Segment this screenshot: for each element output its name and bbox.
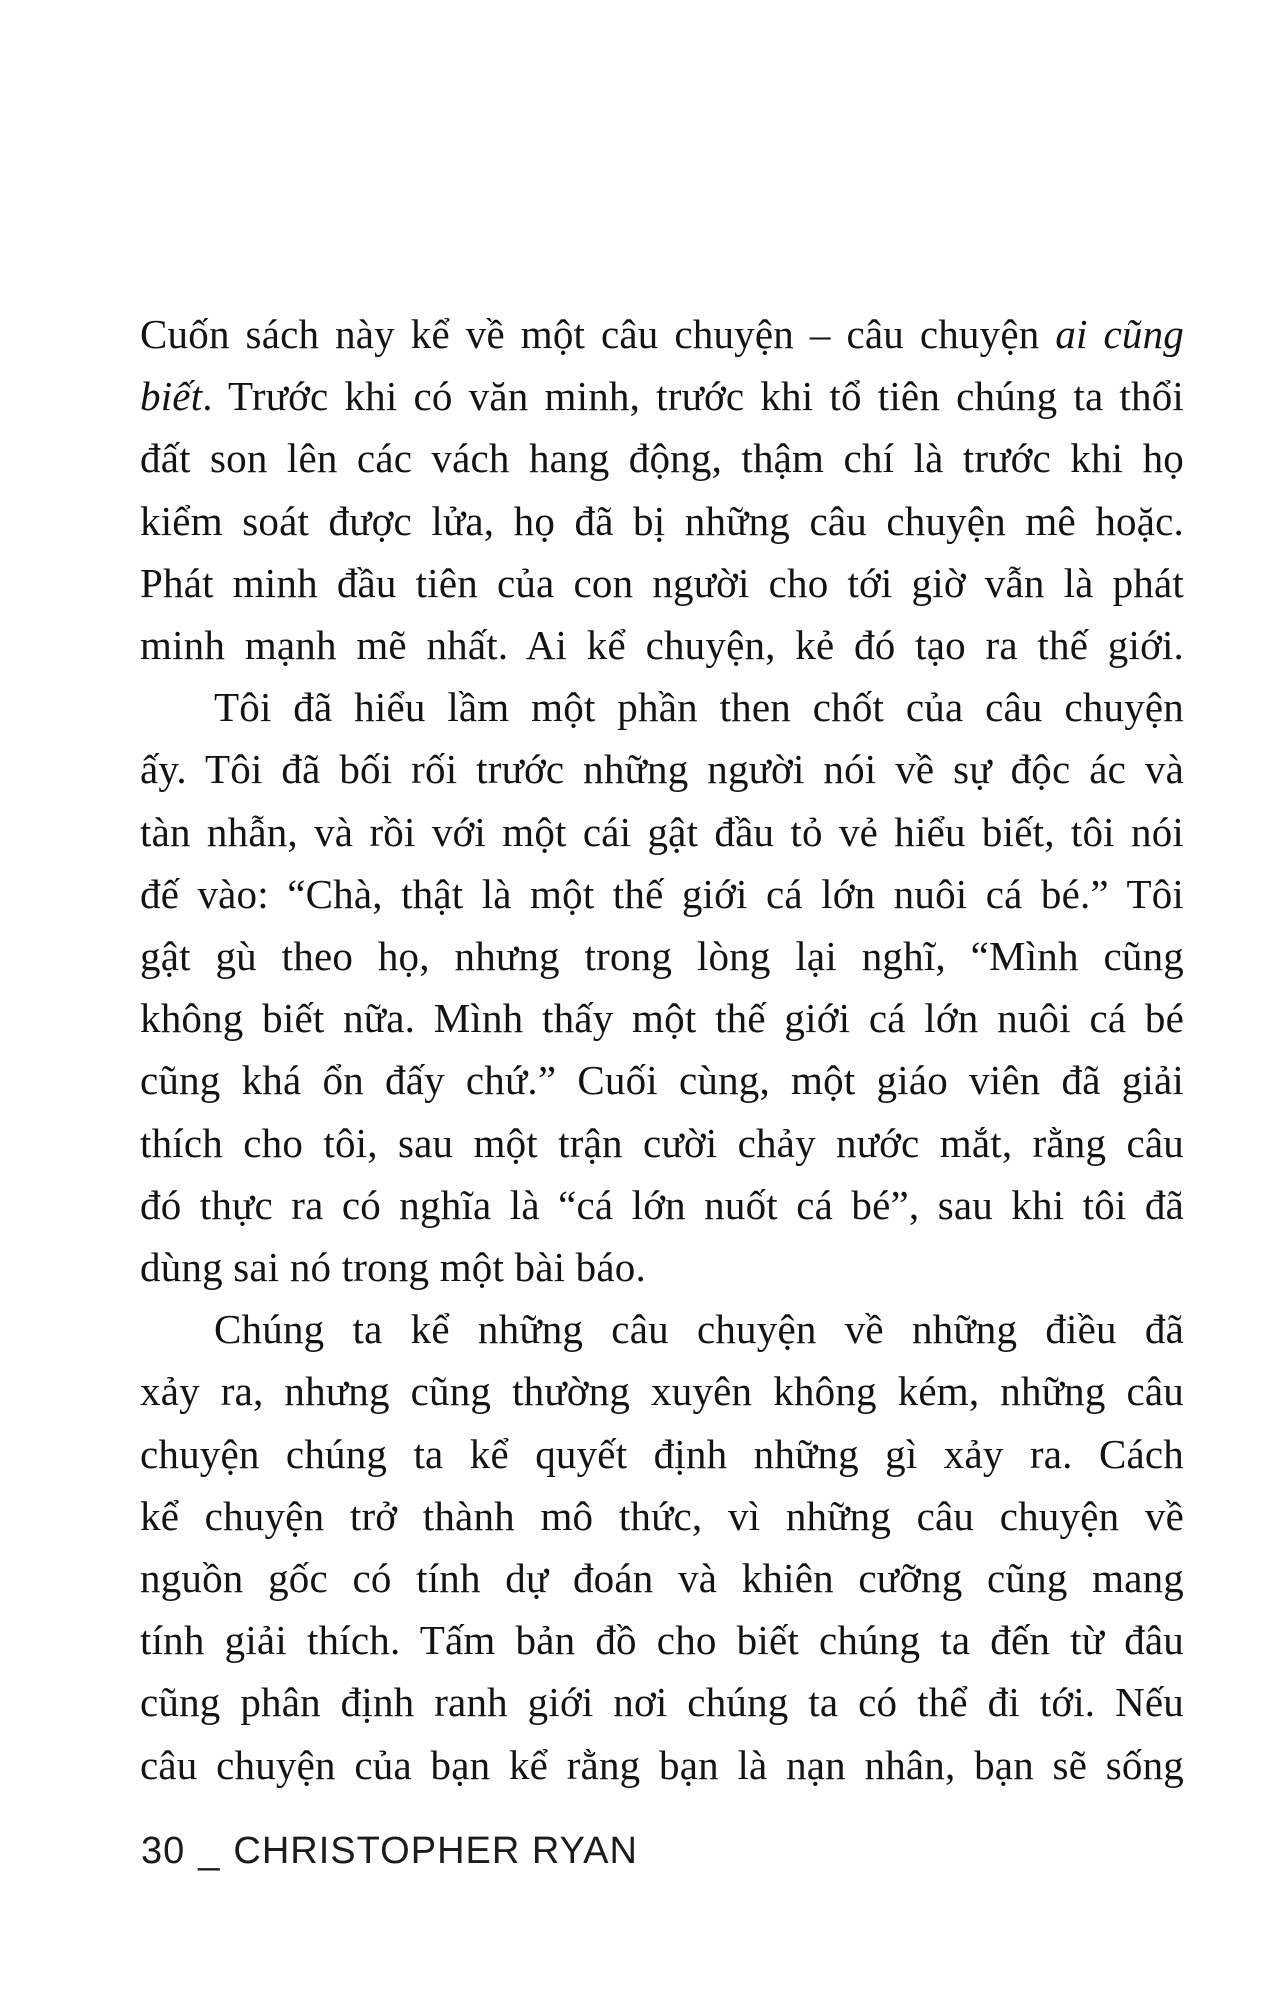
line-text-italic: ai cũng xyxy=(1055,311,1184,357)
text-line: gật gù theo họ, nhưng trong lòng lại nghĩ, “Mình cũng xyxy=(140,933,1184,980)
text-line: cũng khá ổn đấy chứ.” Cuối cùng, một giáo viên đã giải xyxy=(140,1057,1184,1104)
text-line: tính giải thích. Tấm bản đồ cho biết chúng ta đến từ đâu xyxy=(140,1617,1184,1664)
page-text-block xyxy=(140,303,1184,1796)
text-line: kiểm soát được lửa, họ đã bị những câu chuyện mê hoặc. xyxy=(140,497,1184,544)
line-text-italic: biết xyxy=(140,373,203,420)
footer-separator: _ xyxy=(198,1830,221,1872)
text-line: Phát minh đầu tiên của con người cho tới giờ vẫn là phát xyxy=(140,559,1184,606)
line-text: Cuốn sách này kể về một câu chuyện – câu chuyện xyxy=(140,311,1056,357)
text-line: đế vào: “Chà, thật là một thế giới cá lớn nuôi cá bé.” Tôi xyxy=(140,870,1184,917)
text-line-paragraph-end: dùng sai nó trong một bài báo. xyxy=(140,1244,646,1291)
text-line: tàn nhẫn, và rồi với một cái gật đầu tỏ vẻ hiểu biết, tôi nói xyxy=(140,808,1184,855)
page-number: 30 xyxy=(141,1830,186,1872)
text-line: thích cho tôi, sau một trận cười chảy nước mắt, rằng câu xyxy=(140,1119,1184,1166)
text-line: đất son lên các vách hang động, thậm chí là trước khi họ xyxy=(140,435,1184,482)
text-line: xảy ra, nhưng cũng thường xuyên không kém, những câu xyxy=(140,1368,1184,1415)
text-line: kể chuyện trở thành mô thức, vì những câu chuyện về xyxy=(140,1492,1184,1539)
text-line xyxy=(140,365,1184,427)
text-line xyxy=(140,303,1184,365)
text-line: câu chuyện của bạn kể rằng bạn là nạn nhân, bạn sẽ sống xyxy=(140,1741,1184,1788)
text-line: cũng phân định ranh giới nơi chúng ta có thể đi tới. Nếu xyxy=(140,1679,1184,1726)
page-footer xyxy=(141,1830,638,1873)
text-line: ấy. Tôi đã bối rối trước những người nói về sự độc ác và xyxy=(140,746,1184,793)
text-line: chuyện chúng ta kể quyết định những gì xảy ra. Cách xyxy=(140,1430,1184,1477)
text-line-paragraph-start: Chúng ta kể những câu chuyện về những điều đã xyxy=(214,1306,1184,1353)
author-name: CHRISTOPHER RYAN xyxy=(233,1830,638,1872)
text-line-paragraph-start: Tôi đã hiểu lầm một phần then chốt của câu chuyện xyxy=(214,684,1184,731)
text-line: nguồn gốc có tính dự đoán và khiên cưỡng cũng mang xyxy=(140,1555,1184,1602)
line-text: . Trước khi có văn minh, trước khi tổ tiên chúng ta thổi xyxy=(202,373,1184,420)
text-line: đó thực ra có nghĩa là “cá lớn nuốt cá bé”, sau khi tôi đã xyxy=(140,1181,1184,1228)
text-line: không biết nữa. Mình thấy một thế giới cá lớn nuôi cá bé xyxy=(140,995,1184,1042)
text-line: minh mạnh mẽ nhất. Ai kể chuyện, kẻ đó tạo ra thế giới. xyxy=(140,622,1184,669)
